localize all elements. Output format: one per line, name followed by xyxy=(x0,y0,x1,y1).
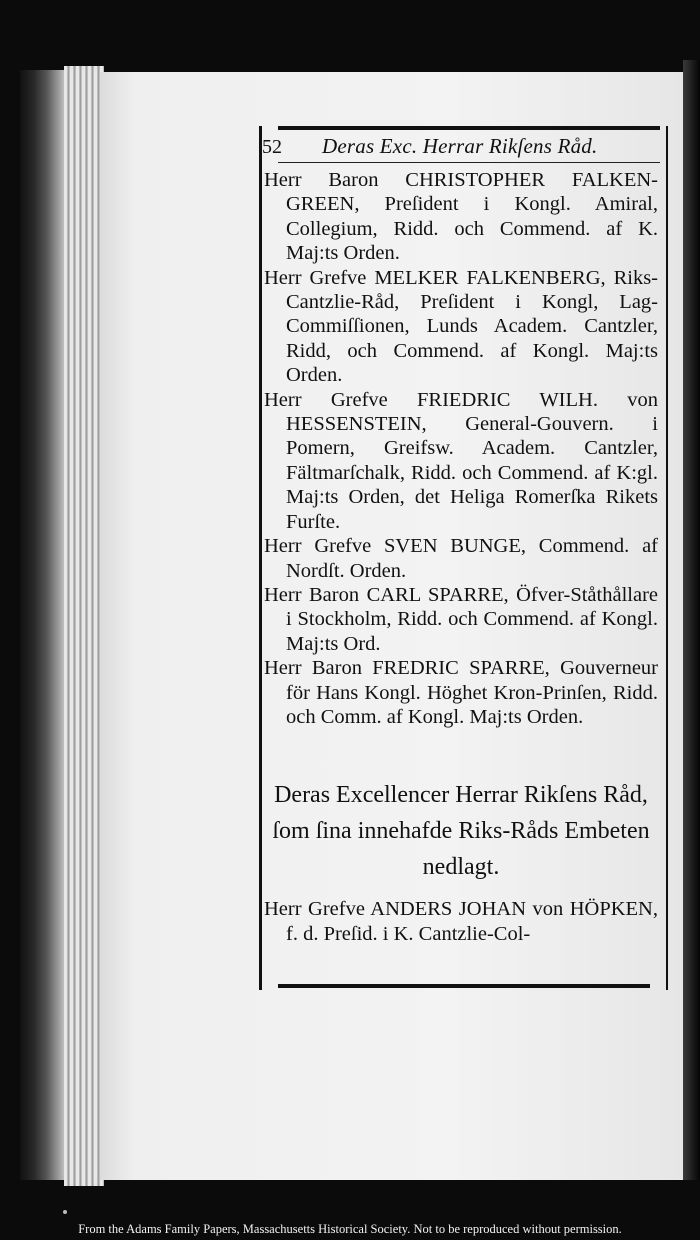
section-heading: Deras Excellencer Herrar Rikſens Råd, ſom ſina innehafde Riks-Råds Embeten nedlagt. xyxy=(272,782,650,881)
page-body xyxy=(264,168,658,946)
entry-hopken: Herr Grefve ANDERS JOHAN von HÖPKEN, f. d. Preſid. i K. Cantzlie-Col- xyxy=(264,898,658,945)
entry-fredric-sparre: Herr Baron FREDRIC SPARRE, Gouverneur för Hans Kongl. Höghet Kron-Prinſen, Ridd. och Comm. af Kongl. Maj:ts Orden. xyxy=(264,657,658,728)
speck xyxy=(63,1210,67,1214)
book-spine xyxy=(20,70,68,1180)
running-head: Deras Exc. Herrar Rikſens Råd. xyxy=(322,134,598,158)
top-rule-thin xyxy=(278,162,660,163)
copyright-footer: From the Adams Family Papers, Massachusetts Historical Society. Not to be reproduced without permission. xyxy=(78,1222,622,1236)
entry-falkenberg: Herr Grefve MELKER FALKENBERG, Riks-Cantzlie-Råd, Preſident i Kongl, Lag-Commiſſionen, Lunds Academ. Cantzler, Ridd, och Commend. af Kongl. Maj:ts Orden. xyxy=(264,266,658,387)
entry-bunge: Herr Grefve SVEN BUNGE, Commend. af Nordſt. Orden. xyxy=(264,535,658,582)
entry-carl-sparre: Herr Baron CARL SPARRE, Öfver-Ståthållare i Stockholm, Ridd. och Commend. af Kongl. Maj:ts Ord. xyxy=(264,583,658,655)
top-rule xyxy=(278,126,660,130)
page-right-edge xyxy=(683,60,700,1180)
page-edges xyxy=(64,66,104,1186)
bottom-rule xyxy=(278,984,650,988)
entry-falkengreen: Herr Baron CHRISTOPHER FALKEN-GREEN, Preſident i Kongl. Amiral, Collegium, Ridd. och Commend. af K. Maj:ts Orden. xyxy=(264,169,658,265)
page-number: 52 xyxy=(262,136,282,158)
entry-hessenstein: Herr Grefve FRIEDRIC WILH. von HESSENSTEIN, General-Gouvern. i Pomern, Greifsw. Academ. Cantzler, Fältmarſchalk, Ridd. och Commend. af K:gl. Maj:ts Orden, det Heliga Romerſka Rikets Furſte. xyxy=(264,388,658,533)
